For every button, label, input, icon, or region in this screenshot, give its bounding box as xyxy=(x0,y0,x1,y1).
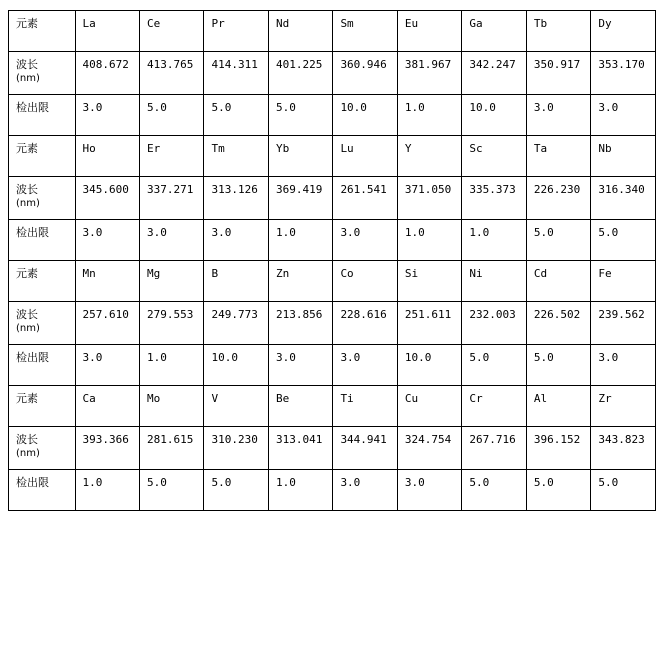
table-cell: 5.0 xyxy=(591,220,656,261)
table-cell: Ca xyxy=(75,386,139,427)
table-cell: 1.0 xyxy=(397,220,461,261)
table-cell: 10.0 xyxy=(333,95,397,136)
row-label-line: 元素 xyxy=(16,392,38,405)
row-label-line: 波长 xyxy=(16,183,38,196)
table-cell: 3.0 xyxy=(139,220,203,261)
table-cell: Nd xyxy=(268,11,332,52)
row-label-cell xyxy=(9,220,76,261)
table-cell: La xyxy=(75,11,139,52)
table-cell: 313.126 xyxy=(204,177,268,220)
table-cell: 267.716 xyxy=(462,427,526,470)
table-cell: 414.311 xyxy=(204,52,268,95)
table-cell: Be xyxy=(268,386,332,427)
table-cell: 213.856 xyxy=(268,302,332,345)
row-label-line: (nm) xyxy=(16,323,40,334)
table-cell: 5.0 xyxy=(591,470,656,511)
table-cell: 1.0 xyxy=(75,470,139,511)
table-cell: Co xyxy=(333,261,397,302)
table-cell: 249.773 xyxy=(204,302,268,345)
row-label-line: 波长 xyxy=(16,308,38,321)
table-row xyxy=(9,136,656,177)
table-cell: Yb xyxy=(268,136,332,177)
table-cell: 342.247 xyxy=(462,52,526,95)
table-cell: 3.0 xyxy=(333,220,397,261)
table-cell: Sc xyxy=(462,136,526,177)
table-cell: 396.152 xyxy=(526,427,590,470)
table-cell: 5.0 xyxy=(526,470,590,511)
table-cell: 3.0 xyxy=(75,95,139,136)
row-label-cell xyxy=(9,470,76,511)
table-cell: 5.0 xyxy=(139,470,203,511)
row-label-line: 检出限 xyxy=(16,226,49,239)
table-cell: 279.553 xyxy=(139,302,203,345)
row-label-line: 元素 xyxy=(16,267,38,280)
row-label-line: 检出限 xyxy=(16,101,49,114)
element-wavelength-table xyxy=(8,10,656,511)
table-cell: 353.170 xyxy=(591,52,656,95)
table-cell: 316.340 xyxy=(591,177,656,220)
table-cell: Er xyxy=(139,136,203,177)
table-cell: 310.230 xyxy=(204,427,268,470)
table-row xyxy=(9,470,656,511)
row-label-cell xyxy=(9,302,76,345)
row-label-cell xyxy=(9,136,76,177)
table-cell: 3.0 xyxy=(397,470,461,511)
table-cell: Mn xyxy=(75,261,139,302)
table-cell: 10.0 xyxy=(462,95,526,136)
row-label-line: (nm) xyxy=(16,198,40,209)
table-row xyxy=(9,386,656,427)
row-label-cell xyxy=(9,261,76,302)
table-cell: 1.0 xyxy=(268,470,332,511)
table-cell: 3.0 xyxy=(75,220,139,261)
table-cell: 413.765 xyxy=(139,52,203,95)
table-cell: Ga xyxy=(462,11,526,52)
table-cell: 5.0 xyxy=(139,95,203,136)
table-cell: 5.0 xyxy=(204,470,268,511)
table-row xyxy=(9,220,656,261)
document-page xyxy=(0,10,666,668)
table-row xyxy=(9,345,656,386)
table-cell: 3.0 xyxy=(204,220,268,261)
table-cell: 3.0 xyxy=(333,470,397,511)
table-cell: 251.611 xyxy=(397,302,461,345)
table-cell: 371.050 xyxy=(397,177,461,220)
table-row xyxy=(9,177,656,220)
table-cell: Zn xyxy=(268,261,332,302)
table-cell: 337.271 xyxy=(139,177,203,220)
table-row xyxy=(9,11,656,52)
table-row xyxy=(9,95,656,136)
table-cell: Mo xyxy=(139,386,203,427)
table-cell: Mg xyxy=(139,261,203,302)
table-cell: 393.366 xyxy=(75,427,139,470)
table-cell: Sm xyxy=(333,11,397,52)
row-label-line: (nm) xyxy=(16,73,40,84)
table-cell: 257.610 xyxy=(75,302,139,345)
table-cell: 360.946 xyxy=(333,52,397,95)
table-cell: 261.541 xyxy=(333,177,397,220)
table-cell: 381.967 xyxy=(397,52,461,95)
table-row xyxy=(9,427,656,470)
table-cell: 313.041 xyxy=(268,427,332,470)
table-cell: 232.003 xyxy=(462,302,526,345)
table-cell: 3.0 xyxy=(591,345,656,386)
table-cell: Cr xyxy=(462,386,526,427)
table-cell: Nb xyxy=(591,136,656,177)
table-cell: 350.917 xyxy=(526,52,590,95)
table-cell: 281.615 xyxy=(139,427,203,470)
table-cell: Tb xyxy=(526,11,590,52)
row-label-cell xyxy=(9,177,76,220)
row-label-cell xyxy=(9,427,76,470)
table-cell: Si xyxy=(397,261,461,302)
table-cell: Dy xyxy=(591,11,656,52)
table-cell: 10.0 xyxy=(204,345,268,386)
table-cell: Al xyxy=(526,386,590,427)
table-row xyxy=(9,302,656,345)
table-cell: 3.0 xyxy=(333,345,397,386)
table-cell: Ta xyxy=(526,136,590,177)
table-cell: Fe xyxy=(591,261,656,302)
table-cell: 408.672 xyxy=(75,52,139,95)
table-cell: 5.0 xyxy=(462,345,526,386)
table-cell: 10.0 xyxy=(397,345,461,386)
table-cell: 345.600 xyxy=(75,177,139,220)
row-label-line: 检出限 xyxy=(16,351,49,364)
table-cell: V xyxy=(204,386,268,427)
table-cell: Y xyxy=(397,136,461,177)
table-cell: Cd xyxy=(526,261,590,302)
row-label-cell xyxy=(9,345,76,386)
table-cell: 343.823 xyxy=(591,427,656,470)
table-cell: 1.0 xyxy=(397,95,461,136)
table-cell: Cu xyxy=(397,386,461,427)
row-label-line: 波长 xyxy=(16,433,38,446)
table-row xyxy=(9,52,656,95)
table-cell: 324.754 xyxy=(397,427,461,470)
row-label-line: 波长 xyxy=(16,58,38,71)
table-body xyxy=(9,11,656,511)
table-cell: 3.0 xyxy=(268,345,332,386)
table-cell: Ti xyxy=(333,386,397,427)
row-label-line: (nm) xyxy=(16,448,40,459)
table-cell: Ho xyxy=(75,136,139,177)
table-cell: 5.0 xyxy=(462,470,526,511)
row-label-line: 元素 xyxy=(16,142,38,155)
table-cell: 1.0 xyxy=(139,345,203,386)
table-cell: B xyxy=(204,261,268,302)
table-cell: 1.0 xyxy=(268,220,332,261)
table-cell: 5.0 xyxy=(526,220,590,261)
table-cell: 3.0 xyxy=(75,345,139,386)
table-cell: 226.230 xyxy=(526,177,590,220)
table-cell: Lu xyxy=(333,136,397,177)
table-cell: Ce xyxy=(139,11,203,52)
table-cell: 226.502 xyxy=(526,302,590,345)
table-cell: 5.0 xyxy=(526,345,590,386)
table-cell: Zr xyxy=(591,386,656,427)
table-cell: 401.225 xyxy=(268,52,332,95)
row-label-line: 元素 xyxy=(16,17,38,30)
table-cell: Tm xyxy=(204,136,268,177)
table-cell: 5.0 xyxy=(268,95,332,136)
row-label-line: 检出限 xyxy=(16,476,49,489)
table-cell: 369.419 xyxy=(268,177,332,220)
row-label-cell xyxy=(9,386,76,427)
table-cell: 228.616 xyxy=(333,302,397,345)
table-cell: 239.562 xyxy=(591,302,656,345)
table-row xyxy=(9,261,656,302)
row-label-cell xyxy=(9,11,76,52)
row-label-cell xyxy=(9,95,76,136)
table-cell: Pr xyxy=(204,11,268,52)
table-cell: 3.0 xyxy=(591,95,656,136)
row-label-cell xyxy=(9,52,76,95)
table-cell: 3.0 xyxy=(526,95,590,136)
table-cell: 335.373 xyxy=(462,177,526,220)
table-cell: Ni xyxy=(462,261,526,302)
table-cell: 344.941 xyxy=(333,427,397,470)
table-cell: 5.0 xyxy=(204,95,268,136)
table-cell: 1.0 xyxy=(462,220,526,261)
table-cell: Eu xyxy=(397,11,461,52)
